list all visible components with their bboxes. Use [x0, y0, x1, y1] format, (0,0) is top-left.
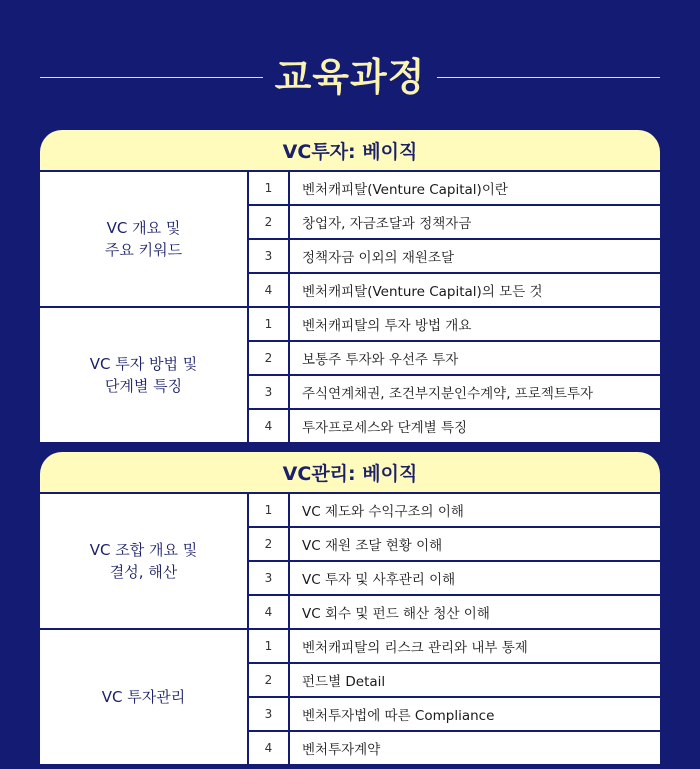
- course-group: [40, 172, 660, 308]
- item-text: VC 회수 및 펀드 해산 청산 이해: [302, 606, 490, 622]
- item-text: 정책자금 이외의 재원조달: [302, 250, 455, 266]
- item-text: 벤처캐피탈의 리스크 관리와 내부 통제: [302, 640, 528, 656]
- item-number: 3: [249, 376, 290, 408]
- course-group: [40, 630, 660, 764]
- item-text: 주식연계채권, 조건부지분인수계약, 프로젝트투자: [302, 386, 594, 402]
- table-row: [249, 274, 660, 306]
- table-row: [249, 206, 660, 240]
- table-row: [249, 172, 660, 206]
- table-row: [249, 698, 660, 732]
- item-number: 2: [249, 528, 290, 560]
- item-number: 4: [249, 410, 290, 442]
- course-group: [40, 308, 660, 442]
- table-row: [249, 410, 660, 442]
- table-row: [249, 596, 660, 628]
- item-text: 펀드별 Detail: [302, 674, 386, 690]
- section-title: VC관리: 베이직: [40, 452, 660, 494]
- item-number: 1: [249, 172, 290, 204]
- item-number: 3: [249, 698, 290, 730]
- table-row: [249, 630, 660, 664]
- item-text: 투자프로세스와 단계별 특징: [302, 420, 468, 436]
- title-divider-right: [437, 77, 660, 78]
- item-text: 벤처투자법에 따른 Compliance: [302, 708, 495, 724]
- page-title: 교육과정: [274, 55, 426, 99]
- section-vc-management: [40, 452, 660, 764]
- item-number: 2: [249, 206, 290, 238]
- table-row: [249, 528, 660, 562]
- item-text: 벤처투자계약: [302, 742, 381, 758]
- item-text: 벤처캐피탈(Venture Capital)이란: [302, 182, 508, 198]
- category-label: VC 개요 및 주요 키워드: [40, 172, 249, 306]
- item-number: 1: [249, 630, 290, 662]
- course-group: [40, 494, 660, 630]
- table-row: [249, 494, 660, 528]
- title-divider-left: [40, 77, 263, 78]
- table-row: [249, 732, 660, 764]
- item-text: VC 재원 조달 현황 이해: [302, 538, 443, 554]
- section-title: VC투자: 베이직: [40, 130, 660, 172]
- item-number: 4: [249, 596, 290, 628]
- table-row: [249, 562, 660, 596]
- table-row: [249, 308, 660, 342]
- table-row: [249, 342, 660, 376]
- table-row: [249, 376, 660, 410]
- item-text: 창업자, 자금조달과 정책자금: [302, 216, 472, 232]
- item-number: 1: [249, 494, 290, 526]
- item-number: 3: [249, 240, 290, 272]
- item-number: 1: [249, 308, 290, 340]
- category-label: VC 조합 개요 및 결성, 해산: [40, 494, 249, 628]
- item-text: VC 제도와 수익구조의 이해: [302, 504, 464, 520]
- page-header: [40, 50, 660, 104]
- section-vc-investment: [40, 130, 660, 442]
- item-number: 2: [249, 342, 290, 374]
- item-number: 2: [249, 664, 290, 696]
- item-number: 4: [249, 732, 290, 764]
- table-row: [249, 664, 660, 698]
- item-text: 벤처캐피탈의 투자 방법 개요: [302, 318, 472, 334]
- item-text: 보통주 투자와 우선주 투자: [302, 352, 459, 368]
- item-text: VC 투자 및 사후관리 이해: [302, 572, 456, 588]
- item-number: 4: [249, 274, 290, 306]
- item-text: 벤처캐피탈(Venture Capital)의 모든 것: [302, 284, 543, 300]
- item-number: 3: [249, 562, 290, 594]
- table-row: [249, 240, 660, 274]
- category-label: VC 투자관리: [40, 630, 249, 764]
- category-label: VC 투자 방법 및 단계별 특징: [40, 308, 249, 442]
